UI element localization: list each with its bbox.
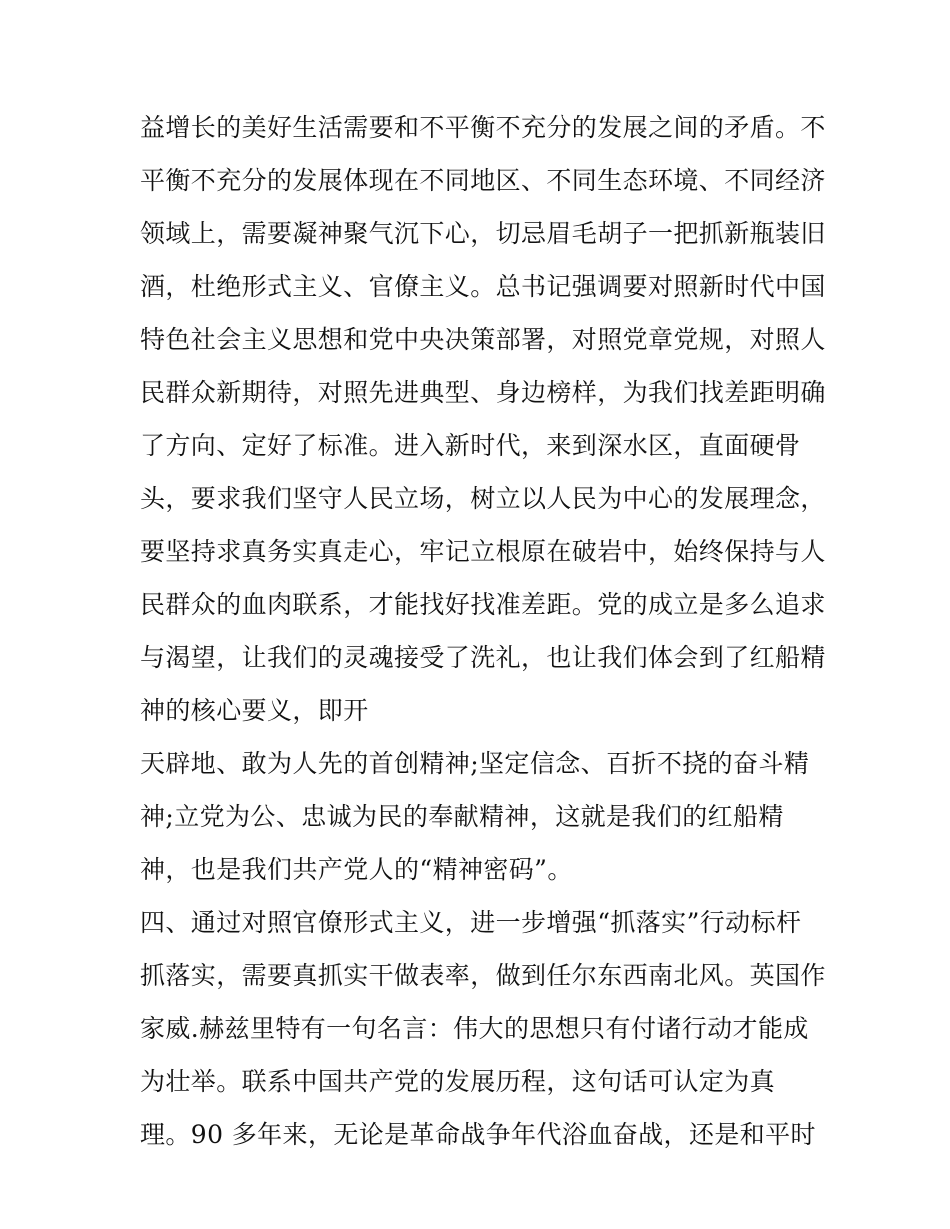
text-line-17: 抓落实，需要真抓实干做表率，做到任尔东西南北风。英国作 xyxy=(140,961,826,990)
text-line-1: 益增长的美好生活需要和不平衡不充分的发展之间的矛盾。不 xyxy=(140,113,826,142)
text-line-9: 要坚持求真务实真走心，牢记立根原在破岩中，始终保持与人 xyxy=(140,537,826,566)
text-line-10: 民群众的血肉联系，才能找好找准差距。党的成立是多么追求 xyxy=(140,590,826,619)
text-line-18: 家威.赫兹里特有一句名言：伟大的思想只有付诸行动才能成 xyxy=(140,1014,809,1043)
text-line-4: 酒，杜绝形式主义、官僚主义。总书记强调要对照新时代中国 xyxy=(140,272,826,301)
text-line-15: 神，也是我们共产党人的“精神密码”。 xyxy=(140,855,573,884)
text-line-8: 头，要求我们坚守人民立场，树立以人民为中心的发展理念， xyxy=(140,484,826,513)
text-line-2: 平衡不充分的发展体现在不同地区、不同生态环境、不同经济 xyxy=(140,166,826,195)
text-line-14: 神;立党为公、忠诚为民的奉献精神，这就是我们的红船精 xyxy=(140,802,784,831)
text-line-5: 特色社会主义思想和党中央决策部署，对照党章党规，对照人 xyxy=(140,325,826,354)
text-line-11: 与渴望，让我们的灵魂接受了洗礼，也让我们体会到了红船精 xyxy=(140,643,826,672)
text-line-6: 民群众新期待，对照先进典型、身边榜样，为我们找差距明确 xyxy=(140,378,826,407)
text-line-12: 神的核心要义，即开 xyxy=(140,696,369,725)
text-line-13: 天辟地、敢为人先的首创精神;坚定信念、百折不挠的奋斗精 xyxy=(140,749,810,778)
text-line-20: 理。90 多年来，无论是革命战争年代浴血奋战，还是和平时 xyxy=(140,1120,816,1149)
text-line-16: 四、通过对照官僚形式主义，进一步增强“抓落实”行动标杆 xyxy=(140,908,802,937)
text-line-19: 为壮举。联系中国共产党的发展历程，这句话可认定为真 xyxy=(140,1067,776,1096)
text-line-7: 了方向、定好了标准。进入新时代，来到深水区，直面硬骨 xyxy=(140,431,801,460)
text-line-3: 领域上，需要凝神聚气沉下心，切忌眉毛胡子一把抓新瓶装旧 xyxy=(140,219,826,248)
